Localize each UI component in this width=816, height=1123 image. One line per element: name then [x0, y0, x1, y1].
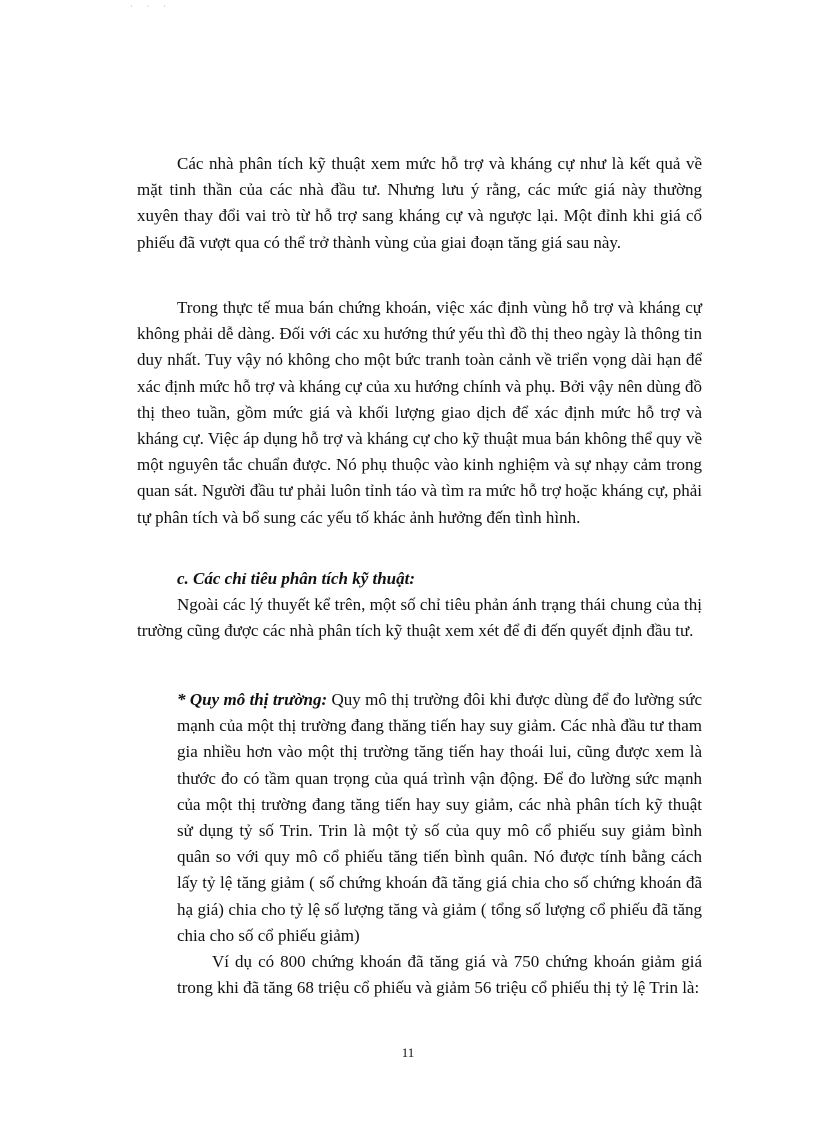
- paragraph-trin-example: Ví dụ có 800 chứng khoán đã tăng giá và 750 chứng khoán giảm giá trong khi đã tăng 68 triệu cổ phiếu và giảm 56 triệu cổ phiếu thị tỷ lệ Trin là:: [177, 952, 702, 998]
- scan-artifact: · · ·: [130, 2, 172, 11]
- paragraph-trading-practice: Trong thực tế mua bán chứng khoán, việc xác định vùng hỗ trợ và kháng cự không phải dễ dàng. Đối với các xu hướng thứ yếu thì đồ thị theo ngày là thông tin duy nhất. Tuy vậy nó không cho một bức tranh toàn cảnh về triển vọng dài hạn để xác định mức hỗ trợ và kháng cự của xu hướng chính và phụ. Bởi vậy nên dùng đồ thị theo tuần, gồm mức giá và khối lượng giao dịch để xác định mức hỗ trợ và kháng cự. Việc áp dụng hỗ trợ và kháng cự cho kỹ thuật mua bán không thể quy về một nguyên tắc chuẩn được. Nó phụ thuộc vào kinh nghiệm và sự nhạy cảm trong quan sát. Người đầu tư phải luôn tỉnh táo và tìm ra mức hỗ trợ hoặc kháng cự, phải tự phân tích và bổ sung các yếu tố khác ảnh hưởng đến tình hình.: [137, 298, 702, 527]
- section-heading: c. Các chỉ tiêu phân tích kỹ thuật:: [177, 569, 416, 588]
- paragraph-market-size: [177, 687, 702, 949]
- paragraph-indicators-intro: Ngoài các lý thuyết kể trên, một số chỉ tiêu phản ánh trạng thái chung của thị trường cũng được các nhà phân tích kỹ thuật xem xét để đi đến quyết định đầu tư.: [137, 595, 702, 641]
- paragraph-support-resistance-psychology: Các nhà phân tích kỹ thuật xem mức hỗ trợ và kháng cự như là kết quả về mặt tinh thần của các nhà đầu tư. Nhưng lưu ý rằng, các mức giá này thường xuyên thay đổi vai trò từ hỗ trợ sang kháng cự và ngược lại. Một đỉnh khi giá cổ phiếu đã vượt qua có thể trở thành vùng của giai đoạn tăng giá sau này.: [137, 154, 702, 252]
- market-size-lead: * Quy mô thị trường:: [177, 690, 328, 709]
- market-size-body: Quy mô thị trường đôi khi được dùng để đo lường sức mạnh của một thị trường đang thăng tiến hay suy giảm. Các nhà đầu tư tham gia nhiều hơn vào một thị trường tăng tiến hay thoái lui, cũng được xem là thước đo có tầm quan trọng của quá trình vận động. Để đo lường sức mạnh của một thị trường đang tăng tiến hay suy giảm, các nhà phân tích kỹ thuật sử dụng tỷ số Trin. Trin là một tỷ số của quy mô cổ phiếu suy giảm bình quân so với quy mô cổ phiếu tăng tiến bình quân. Nó được tính bằng cách lấy tỷ lệ tăng giảm ( số chứng khoán đã tăng giá chia cho số chứng khoán đã hạ giá) chia cho tỷ lệ số lượng tăng và giảm ( tổng số lượng cổ phiếu đã tăng chia cho số cổ phiếu giảm): [177, 690, 702, 945]
- page-number: 11: [401, 1045, 415, 1060]
